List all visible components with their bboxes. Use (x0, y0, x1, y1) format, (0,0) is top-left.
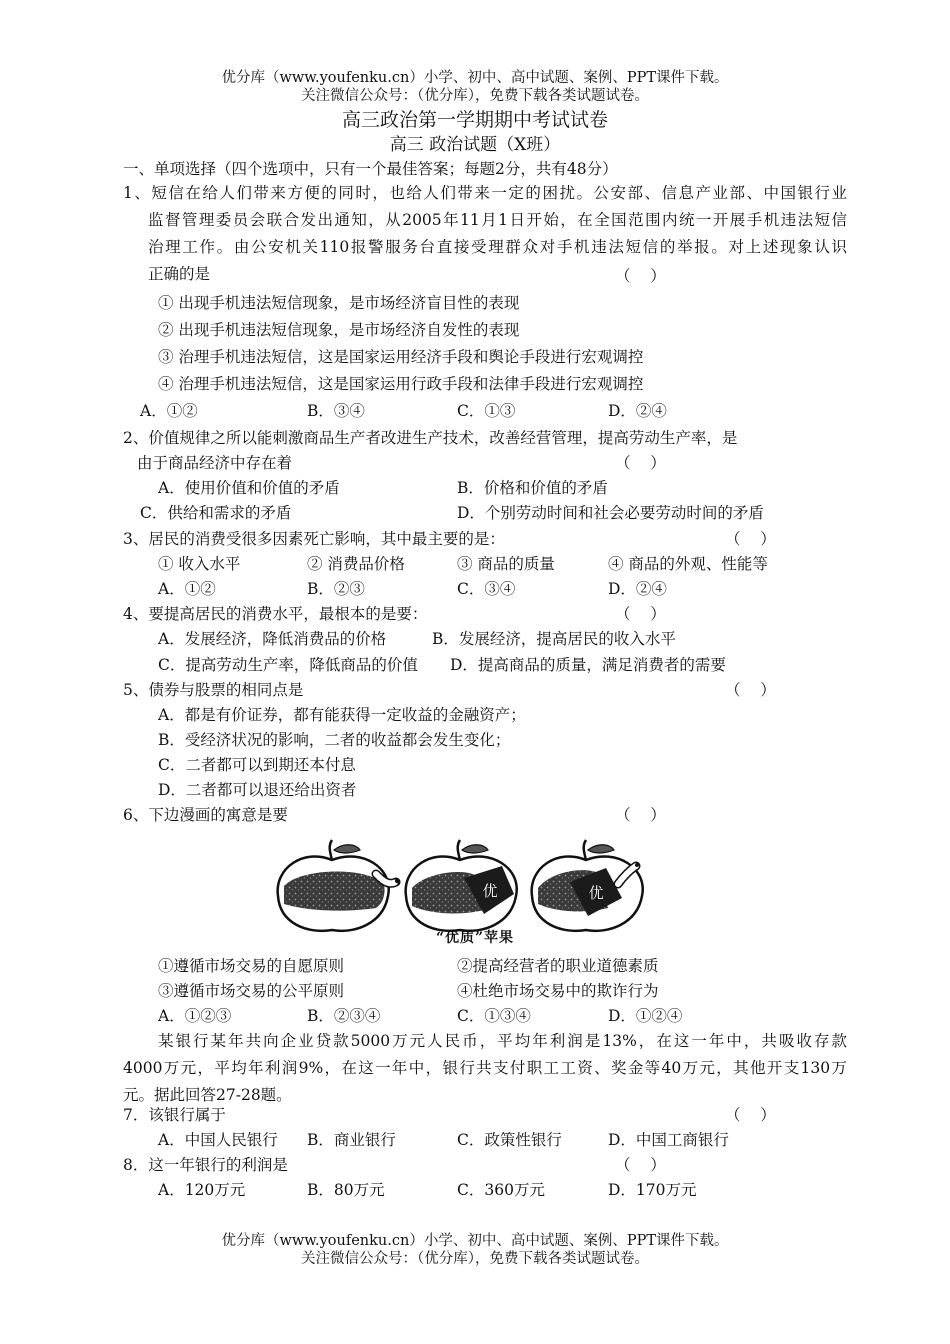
question-6-option-a[interactable]: A．①②③ (158, 1007, 232, 1025)
question-2-line: 2、价值规律之所以能刺激商品生产者改进生产技术，改善经营管理，提高劳动生产率，是 (123, 429, 738, 447)
footer-line-1: 优分库（www.youfenku.cn）小学、初中、高中试题、案例、PPT课件下载。 (221, 1233, 729, 1249)
question-3-stem: 3、居民的消费受很多因素死亡影响，其中最主要的是： (123, 530, 505, 548)
question-8-stem: 8．这一年银行的利润是 (123, 1156, 288, 1174)
answer-bracket: （ ） (615, 267, 666, 285)
question-8-option-d[interactable]: D．170万元 (608, 1181, 697, 1199)
question-2-option-c[interactable]: C．供给和需求的矛盾 (140, 504, 292, 522)
question-7-option-a[interactable]: A．中国人民银行 (158, 1131, 278, 1149)
question-1-option-a[interactable]: A．①② (140, 402, 198, 420)
question-2-option-a[interactable]: A．使用价值和价值的矛盾 (158, 479, 340, 497)
header-line-1: 优分库（www.youfenku.cn）小学、初中、高中试题、案例、PPT课件下载。 (221, 70, 729, 86)
header-line-2: 关注微信公众号：（优分库），免费下载各类试题试卷。 (301, 88, 649, 104)
question-3-item: ② 消费品价格 (307, 555, 405, 573)
question-1-line: 治理工作。由公安机关110报警服务台直接受理群众对手机违法短信的举报。对上述现象认识 (148, 238, 847, 256)
question-4-stem: 4、要提高居民的消费水平，最根本的是要： (123, 605, 428, 623)
question-2-line: 由于商品经济中存在着 (137, 454, 293, 472)
question-1-option-b[interactable]: B．③④ (307, 402, 365, 420)
question-1-line: 正确的是 (148, 265, 211, 283)
question-1-item: ② 出现手机违法短信现象，是市场经济自发性的表现 (158, 321, 520, 339)
worm-apple-icon (532, 840, 643, 931)
question-3-option-b[interactable]: B．②③ (307, 580, 365, 598)
question-3-item: ① 收入水平 (158, 555, 241, 573)
question-8-option-a[interactable]: A．120万元 (158, 1181, 246, 1199)
question-7-option-b[interactable]: B．商业银行 (307, 1131, 396, 1149)
question-3-item: ④ 商品的外观、性能等 (608, 555, 768, 573)
question-4-option-a[interactable]: A．发展经济，降低消费品的价格 (158, 630, 387, 648)
question-3-item: ③ 商品的质量 (457, 555, 555, 573)
answer-bracket: （ ） (615, 806, 666, 824)
cartoon-caption: “优质”苹果 (435, 930, 515, 946)
question-4-option-b[interactable]: B．发展经济，提高居民的收入水平 (432, 630, 676, 648)
question-7-option-c[interactable]: C．政策性银行 (457, 1131, 562, 1149)
question-7-stem: 7．该银行属于 (123, 1106, 226, 1124)
question-1-line: 监督管理委员会联合发出通知，从2005年11月1日开始，在全国范围内统一开展手机违法短信 (148, 211, 847, 229)
passage-line: 4000万元，平均年利润9%，在这一年中，银行共支付职工工资、奖金等40万元，其他开支130万 (123, 1059, 847, 1077)
question-6-item: ①遵循市场交易的自愿原则 (158, 957, 345, 975)
answer-bracket: （ ） (615, 1156, 666, 1174)
question-8-option-b[interactable]: B．80万元 (307, 1181, 385, 1199)
question-8-option-c[interactable]: C．360万元 (457, 1181, 545, 1199)
answer-bracket: （ ） (725, 681, 776, 699)
question-4-option-c[interactable]: C．提高劳动生产率，降低商品的价值 (158, 656, 418, 674)
page-title: 高三政治第一学期期中考试试卷 (341, 109, 608, 131)
question-7-option-d[interactable]: D．中国工商银行 (608, 1131, 729, 1149)
question-3-option-c[interactable]: C．③④ (457, 580, 516, 598)
rotten-apple-icon (278, 840, 399, 931)
question-3-option-d[interactable]: D．②④ (608, 580, 667, 598)
labeled-apple-icon (406, 840, 517, 931)
question-5-option-b[interactable]: B．受经济状况的影响，二者的收益都会发生变化； (158, 731, 511, 749)
answer-bracket: （ ） (615, 605, 666, 623)
question-6-option-b[interactable]: B．②③④ (307, 1007, 381, 1025)
footer-line-2: 关注微信公众号：（优分库），免费下载各类试题试卷。 (301, 1251, 649, 1267)
question-6-stem: 6、下边漫画的寓意是要 (123, 806, 288, 824)
question-6-item: ②提高经营者的职业道德素质 (457, 957, 659, 975)
question-1-stem (123, 180, 847, 288)
question-2-option-b[interactable]: B．价格和价值的矛盾 (457, 479, 608, 497)
question-5-option-c[interactable]: C．二者都可以到期还本付息 (158, 756, 356, 774)
question-5-option-a[interactable]: A．都是有价证券，都有能获得一定收益的金融资产； (158, 706, 526, 724)
reading-passage (123, 1028, 847, 1109)
question-5-stem: 5、债券与股票的相同点是 (123, 681, 304, 699)
question-1-item: ① 出现手机违法短信现象，是市场经济盲目性的表现 (158, 294, 520, 312)
question-1-line: 1、短信在给人们带来方便的同时，也给人们带来一定的困扰。公安部、信息产业部、中国银行业 (123, 184, 847, 202)
answer-bracket: （ ） (725, 1106, 776, 1124)
question-5-option-d[interactable]: D．二者都可以退还给出资者 (158, 781, 357, 799)
apple-label-text: 优 (482, 882, 498, 900)
passage-line: 某银行某年共向企业贷款5000万元人民币，平均年利润是13%，在这一年中，共吸收存款 (158, 1032, 847, 1050)
passage-line: 元。据此回答27-28题。 (123, 1086, 292, 1104)
question-1-item: ④ 治理手机违法短信，这是国家运用行政手段和法律手段进行宏观调控 (158, 375, 644, 393)
question-1-item: ③ 治理手机违法短信，这是国家运用经济手段和舆论手段进行宏观调控 (158, 348, 644, 366)
answer-bracket: （ ） (725, 530, 776, 548)
section-heading: 一、单项选择（四个选项中，只有一个最佳答案；每题2分，共有48分） (123, 160, 618, 178)
answer-bracket: （ ） (615, 454, 666, 472)
question-4-option-d[interactable]: D．提高商品的质量，满足消费者的需要 (450, 656, 726, 674)
question-1-option-d[interactable]: D．②④ (608, 402, 667, 420)
question-1-option-c[interactable]: C．①③ (457, 402, 516, 420)
question-6-option-d[interactable]: D．①②④ (608, 1007, 683, 1025)
question-2-option-d[interactable]: D．个别劳动时间和社会必要劳动时间的矛盾 (457, 504, 764, 522)
question-6-item: ③遵循市场交易的公平原则 (158, 982, 345, 1000)
question-6-item: ④杜绝市场交易中的欺诈行为 (457, 982, 659, 1000)
question-3-option-a[interactable]: A．①② (158, 580, 216, 598)
apple-label-text: 优 (588, 884, 604, 902)
question-6-option-c[interactable]: C．①③④ (457, 1007, 531, 1025)
page-subtitle: 高三 政治试题（X班） (389, 135, 561, 155)
